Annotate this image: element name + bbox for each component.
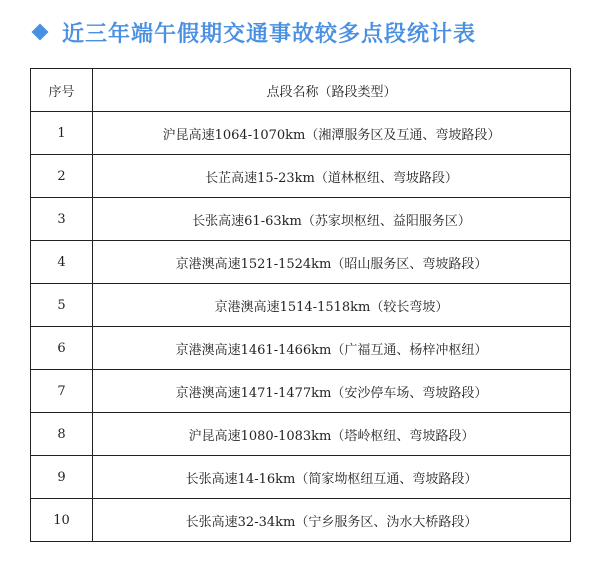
row-point-name: 京港澳高速1514-1518km（较长弯坡） <box>93 284 571 327</box>
row-serial-number: 6 <box>31 327 93 370</box>
table-row <box>31 284 571 327</box>
row-serial-number: 4 <box>31 241 93 284</box>
table-row <box>31 112 571 155</box>
row-point-name: 长张高速14-16km（简家坳枢纽互通、弯坡路段） <box>93 456 571 499</box>
row-point-name: 长芷高速15-23km（道林枢纽、弯坡路段） <box>93 155 571 198</box>
row-point-name: 沪昆高速1064-1070km（湘潭服务区及互通、弯坡路段） <box>93 112 571 155</box>
table-row <box>31 241 571 284</box>
row-serial-number: 2 <box>31 155 93 198</box>
row-serial-number: 5 <box>31 284 93 327</box>
row-point-name: 京港澳高速1461-1466km（广福互通、杨梓冲枢纽） <box>93 327 571 370</box>
title-bar <box>30 16 476 48</box>
row-point-name: 长张高速32-34km（宁乡服务区、沩水大桥路段） <box>93 499 571 542</box>
header-serial-number: 序号 <box>31 69 93 112</box>
table-row <box>31 370 571 413</box>
row-point-name: 长张高速61-63km（苏家坝枢纽、益阳服务区） <box>93 198 571 241</box>
table-header-row <box>31 69 571 112</box>
table-row <box>31 198 571 241</box>
row-serial-number: 1 <box>31 112 93 155</box>
row-point-name: 京港澳高速1471-1477km（安沙停车场、弯坡路段） <box>93 370 571 413</box>
row-serial-number: 9 <box>31 456 93 499</box>
page-title: 近三年端午假期交通事故较多点段统计表 <box>62 21 477 47</box>
row-point-name: 沪昆高速1080-1083km（塔岭枢纽、弯坡路段） <box>93 413 571 456</box>
header-point-name: 点段名称（路段类型） <box>93 69 571 112</box>
row-serial-number: 7 <box>31 370 93 413</box>
statistics-table <box>30 68 571 542</box>
row-serial-number: 3 <box>31 198 93 241</box>
table-row <box>31 499 571 542</box>
diamond-icon <box>32 24 49 41</box>
row-point-name: 京港澳高速1521-1524km（昭山服务区、弯坡路段） <box>93 241 571 284</box>
table-row <box>31 327 571 370</box>
table-row <box>31 413 571 456</box>
row-serial-number: 8 <box>31 413 93 456</box>
table-row <box>31 155 571 198</box>
table-row <box>31 456 571 499</box>
row-serial-number: 10 <box>31 499 93 542</box>
